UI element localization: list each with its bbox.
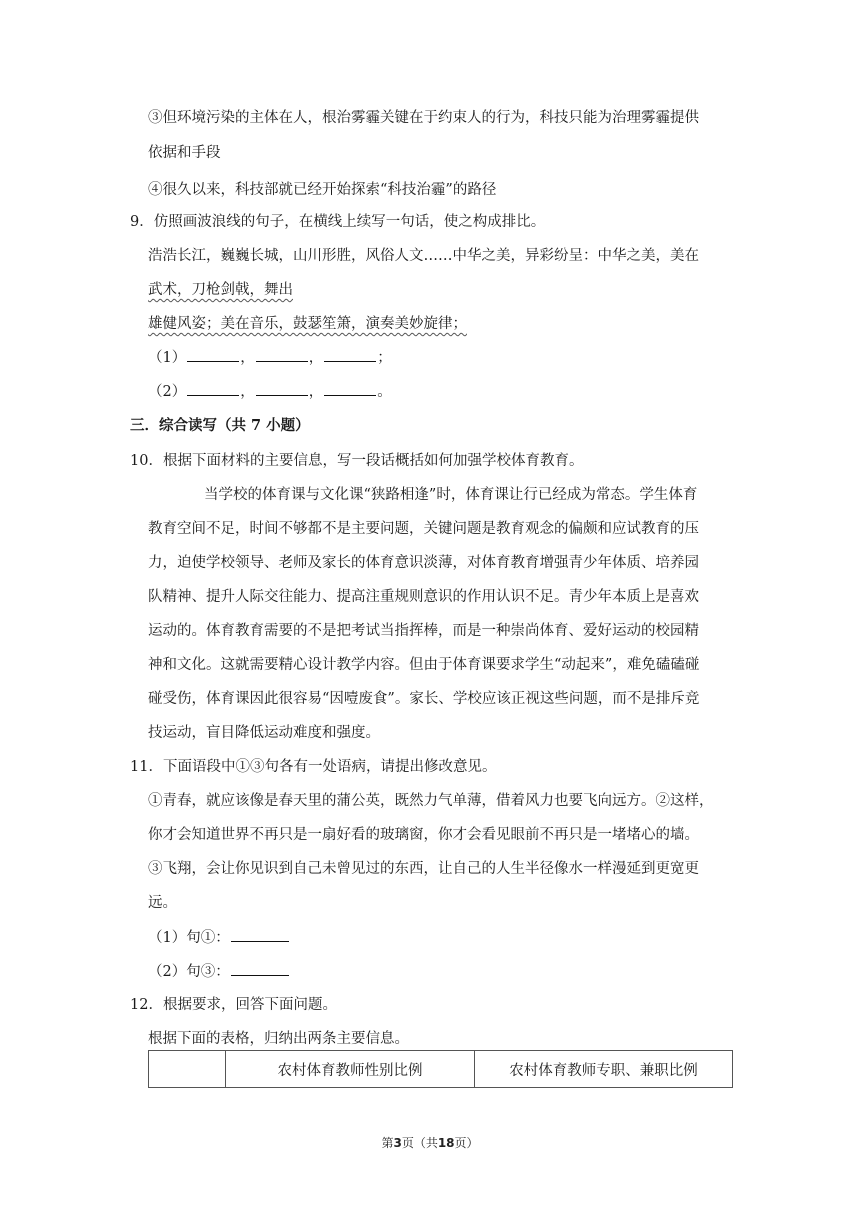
question-12: 12．根据要求，回答下面问题。: [130, 997, 337, 1013]
answer-label: （2）句③：: [148, 964, 230, 980]
question-11: 11．下面语段中①③句各有一处语病，请提出修改意见。: [130, 759, 497, 775]
material-paragraph: 技运动，盲目降低运动难度和强度。: [148, 725, 380, 741]
material-paragraph: 教育空间不足，时间不够都不是主要问题，关键问题是教育观念的偏颇和应试教育的压: [148, 521, 699, 537]
passage-line: ③飞翔，会让你见识到自己未曾见过的东西，让自己的人生半径像水一样漫延到更宽更: [148, 861, 699, 877]
q9-wavy-text: 武术，刀枪剑戟，舞出: [148, 282, 293, 298]
table-header-fulltime: 农村体育教师专职、兼职比例: [475, 1051, 733, 1088]
footer-text: 页（共: [401, 1136, 438, 1150]
answer-blank[interactable]: [231, 927, 289, 942]
q9-sentence-line1: [148, 246, 699, 266]
answer-blank[interactable]: [187, 381, 239, 396]
section-heading: 三．综合读写（共 7 小题）: [130, 417, 310, 434]
answer-label: （2）: [148, 384, 187, 400]
answer-blank[interactable]: [256, 381, 308, 396]
page-footer: [0, 1134, 860, 1151]
q9-answer-1: [148, 347, 392, 368]
answer-label: （1）: [148, 350, 187, 366]
passage-line: 远。: [148, 895, 177, 911]
q9-sentence-line3: [148, 314, 467, 334]
q9-sentence-line2: [148, 280, 293, 300]
data-table: [148, 1050, 733, 1088]
answer-blank[interactable]: [256, 347, 308, 362]
material-paragraph: 运动的。体育教育需要的不是把考试当指挥棒，而是一种崇尚体育、爱好运动的校园精: [148, 623, 699, 639]
passage-line: 你才会知道世界不再只是一扇好看的玻璃窗，你才会看见眼前不再只是一堵堵心的墙。: [148, 827, 699, 843]
punct: 。: [377, 384, 392, 400]
q9-answer-2: [148, 381, 392, 402]
material-paragraph: 神和文化。这就需要精心设计教学内容。但由于体育课要求学生“动起来”，难免磕磕碰: [148, 657, 700, 673]
q9-plain-text: 浩浩长江，巍巍长城，山川形胜，风俗人文……中华之美，异彩纷呈：中华之美，美在: [148, 248, 699, 264]
question-9: 9．仿照画波浪线的句子，在横线上续写一句话，使之构成排比。: [130, 214, 546, 230]
material-paragraph: 碰受伤，体育课因此很容易“因噎废食”。家长、学校应该正视这些问题，而不是排斥竞: [148, 691, 700, 707]
q11-answer-2: [148, 961, 290, 982]
footer-text: 第: [381, 1136, 394, 1150]
answer-label: （1）句①：: [148, 930, 230, 946]
option-3-text: ③但环境污染的主体在人，根治雾霾关键在于约束人的行为，科技只能为治理雾霾提供: [148, 110, 699, 126]
punct: ；: [377, 350, 392, 366]
punct: ，: [308, 384, 324, 400]
table-header-gender: 农村体育教师性别比例: [226, 1051, 475, 1088]
q12-instruction: 根据下面的表格，归纳出两条主要信息。: [148, 1031, 409, 1047]
passage-line: ①青春，就应该像是春天里的蒲公英，既然力气单薄，借着风力也要飞向远方。②这样，: [148, 793, 714, 809]
punct: ，: [240, 384, 255, 400]
answer-blank[interactable]: [187, 347, 239, 362]
punct: ，: [240, 350, 255, 366]
question-10: 10．根据下面材料的主要信息，写一段话概括如何加强学校体育教育。: [130, 453, 584, 469]
page-total: 18: [437, 1136, 455, 1150]
table-header-empty: [149, 1051, 226, 1088]
q11-answer-1: [148, 927, 290, 948]
q9-wavy-text-cont: 雄健风姿；美在音乐，鼓瑟笙箫，演奏美妙旋律；: [148, 316, 467, 332]
answer-blank[interactable]: [324, 347, 376, 362]
answer-blank[interactable]: [324, 381, 376, 396]
punct: ，: [308, 350, 324, 366]
material-paragraph: 力，迫使学校领导、老师及家长的体育意识淡薄，对体育教育增强青少年体质、培养园: [148, 555, 699, 571]
option-3-text-cont: 依据和手段: [148, 145, 221, 161]
page-number: 3: [393, 1136, 402, 1150]
material-paragraph: 当学校的体育课与文化课“狭路相逢”时，体育课让行已经成为常态。学生体育: [204, 487, 698, 503]
answer-blank[interactable]: [231, 961, 289, 976]
footer-text: 页）: [454, 1136, 479, 1150]
material-paragraph: 队精神、提升人际交往能力、提高注重规则意识的作用认识不足。青少年本质上是喜欢: [148, 589, 699, 605]
option-4-text: ④很久以来，科技部就已经开始探索“科技治霾”的路径: [148, 182, 497, 198]
table-header-row: [149, 1051, 733, 1088]
